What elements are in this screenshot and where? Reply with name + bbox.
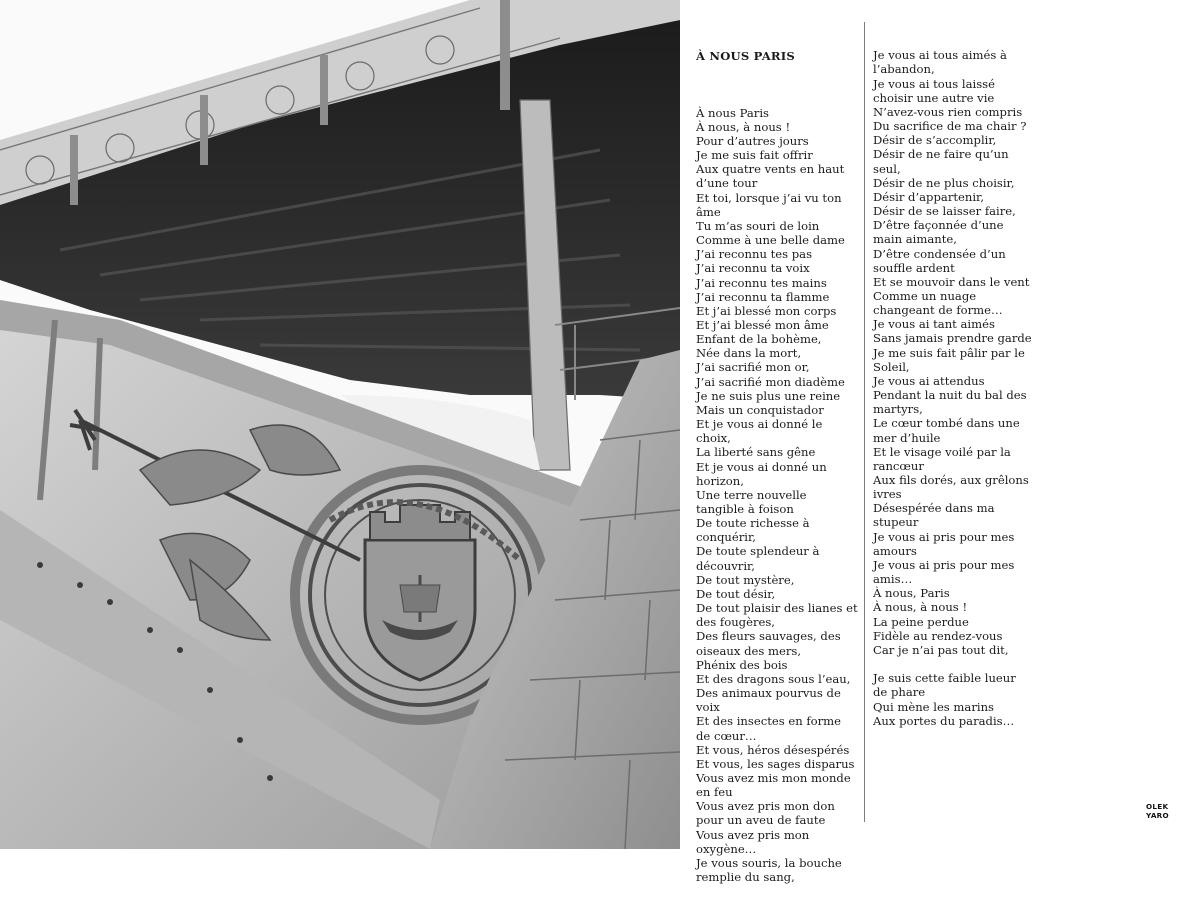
author-signature — [1146, 803, 1169, 820]
poem-right-text: Je vous ai tous aimés à l’abandon, Je vous ai tous laissé choisir une autre vie N’avez-vous rien compris Du sacrifice de ma chair ? Désir de s’accomplir, Désir de ne faire qu’un seul, Désir de ne plus choisir, Désir d’appartenir, Désir de se laisser faire, D’être façonnée d’une main aimante, D’être condensée d’un souffle ardent Et se mouvoir dans le vent Comme un nuage changeant de forme… Je vous ai tant aimés Sans jamais prendre garde Je me suis fait pâlir par le Soleil, Je vous ai attendus Pendant la nuit du bal des martyrs, Le cœur tombé dans une mer d’huile Et le visage voilé par la rancœur Aux fils dorés, aux grêlons ivres Désespérée dans ma stupeur Je vous ai pris pour mes amours Je vous ai pris pour mes amis… À nous, Paris À nous, à nous ! La peine perdue Fidèle au rendez-vous Car je n’ai pas tout dit, Je suis cette faible lueur de phare Qui mène les marins Aux portes du paradis… — [873, 48, 1032, 728]
poem-left-column — [696, 20, 858, 913]
poem-right-column — [873, 20, 1033, 756]
signature-line-1: OLEK — [1146, 802, 1169, 811]
signature-line-2: YARO — [1146, 810, 1169, 820]
poem-title: À NOUS PARIS — [696, 49, 795, 64]
column-divider — [864, 22, 865, 822]
poem-left-text: À nous Paris À nous, à nous ! Pour d’autres jours Je me suis fait offrir Aux quatre vents en haut d’une tour Et toi, lorsque j’ai vu ton âme Tu m’as souri de loin Comme à une belle dame J’ai reconnu tes pas J’ai reconnu ta voix J’ai reconnu tes mains J’ai reconnu ta flamme Et j’ai blessé mon corps Et j’ai blessé mon âme Enfant de la bohème, Née dans la mort, J’ai sacrifié mon or, J’ai sacrifié mon diadème Je ne suis plus une reine Mais un conquistador Et je vous ai donné le choix, La liberté sans gêne Et je vous ai donné un horizon, Une terre nouvelle tangible à foison De toute richesse à conquérir, De toute splendeur à découvrir, De tout mystère, De tout désir, De tout plaisir des lianes et des fougères, Des fleurs sauvages, des oiseaux des mers, Phénix des bois Et des dragons sous l’eau, Des animaux pourvus de voix Et des insectes en forme de cœur… Et vous, héros désespérés Et vous, les sages disparus Vous avez mis mon monde en feu Vous avez pris mon don pour un aveu de faute Vous avez pris mon oxygène… Je vous souris, la bouche remplie du sang, — [696, 105, 858, 885]
poem-text — [696, 20, 1181, 885]
